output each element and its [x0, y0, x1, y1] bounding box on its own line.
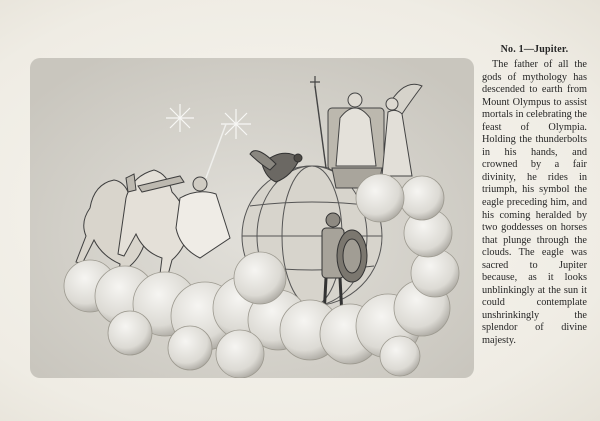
jupiter-float-illustration	[30, 58, 474, 378]
caption-body: The father of all the gods of mythology has descended to earth from Mount Olympus to assist mortals in celebrating the feast of Olympia. Holding the thunderbolts in his hands, and crowned by a fair divinity, he rides in triumph, his symbol the eagle preceding him, and his coming heralded by two goddesses on horses that plunge through the clouds. The eagle was sacred to Jupiter because, as it looks unblinkingly at the sun it could contemplate unshrinkingly the splendor of divine majesty.	[482, 59, 587, 347]
caption-title: No. 1—Jupiter.	[500, 44, 569, 55]
caption	[482, 44, 587, 348]
